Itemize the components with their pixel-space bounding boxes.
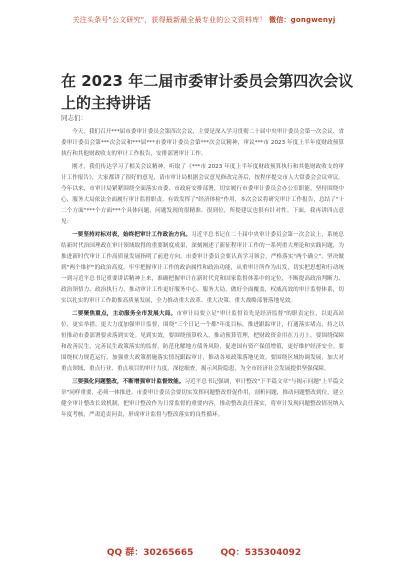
document-title: 在 2023 年二届市委审计委员会第四次会议上的主持讲话 bbox=[61, 72, 354, 112]
banner-text bbox=[0, 15, 408, 25]
paragraph-review: 刚才，我们传达学习了相关会议精神，听取了《***市 2023 年度上半年度财政预算执行和其他财政收支的审计工作报告》，大家都讲了很好的意见，请市审计局根据会议意见修改完善后，按程序提交市人大常委会会议审议。今年以来，市审计局紧紧围绕全面落实市委、市政府安排部署，切实履行市委审计委员会办公室职能，坚持围绕中心，服务大局依法全面履行审计监督职责，有效发挥了"经济体检"作用，本次会议将研究审计工作报告，总结了"十二个方面"***个方面***个具体问题，问题发现的很精准、很到位，所提建议也很有针对性。下面，我再讲四点意见： bbox=[61, 164, 344, 225]
top-banner bbox=[0, 0, 408, 40]
section-three-body: 习近平总书记强调，审计整改"下半篇文章"与揭示问题"上半篇文章"同样重要，必须一体推进。市委审计委员会要切实发挥问题整改督促作用，剖析问题，推动问题整改到位，建立健全审计整改长效机制，把审计整改作为日常监督的重要内容，推动整改责任落实，将审计发现问题整改情况纳入年度考核，严肃追责问责，形成审计监督与整改落实的良性循环。 bbox=[61, 379, 344, 418]
footer-qq-group: QQ 群：30265665 bbox=[106, 548, 194, 558]
footer-qq: QQ：535304092 bbox=[220, 548, 302, 558]
footer-contact bbox=[0, 545, 408, 558]
section-one-body: 习近平总书记在二十届中央审计委员会第一次会议上，系统总结新时代治国理政在审计领域取得的重要制度成果，深刻阐述了新征程审计工作的一系列重大理论和实践问题，为推进新时代审计工作高质量发展指明了前进方向、市委审计委员会要认真学习领会，严格落实"两个确立"、坚决做到"两个维护"的政治高度，牢牢把握审计工作的政治属性和政治功能，从重审计所作为出发，切实把思想和行动统一到习近平总书记重要讲话精神上来，准确把握审计在新时代党和国家监督体系中的定位，不断提高政治判断力、政治领悟力、政治执行力，推动审计工作更好服务中心、服务大局、做好全面覆盖，权威高效的审计监督体系，切实以扎实的审计工作助推高质量发展，全力推动重大改革、重大决策、重大战略部署落地见效。 bbox=[61, 232, 344, 304]
banner-promo-text: 关注头条号"公文研究"，获得最新最全最专业的公文资料库！ bbox=[72, 16, 267, 24]
banner-wechat: 微信：gongwenyj bbox=[269, 16, 336, 24]
document-body bbox=[61, 127, 344, 423]
section-two-heading: 二要聚焦重点，主动服务全市发展大局。 bbox=[72, 311, 177, 317]
section-three bbox=[61, 377, 344, 421]
section-one bbox=[61, 230, 344, 307]
paragraph-intro: 今天，我们召开***届市委审计委员会第四次会议，主要是深入学习贯彻二十届中央审计委员会第一次会议、省委审计委员会第***次会议和***届***市委审计委员会第***次会议精神，审议***市 2023 年度上半年度财政预算执行和其他财政收支的审计工作报告，安排部署审计工作。 bbox=[61, 129, 344, 157]
section-two bbox=[61, 309, 344, 375]
greeting: 同志们： bbox=[61, 114, 87, 122]
section-two-body: 市审计局要立足"审计监督首先是经济监督"的职责定位，以更高站位、更实举措、更大力度加强审计监督，围绕"三个日记一个都"年度目标，推进跟踪审计，打通落实堵点，持之以恒推动市委部署要求落到实处。见到实效，要围绕预算收入，推动预算管理，把财政资金用在刀刃上。要围绕保障和改善民生，完善民生政策落实的监督，防范化解地方债务风险，促进国有资产保值增值，更好维护经济安全。要围绕权力规范运行，加强重大政策措施落实情况跟踪审计，推动各项政策落地见效。要围绕区域协调发展，加大对重点领域、重点行业、重点项目的审计力度，深挖细查，揭示风险隐患，为全市经济社会发展提供坚强保障。 bbox=[61, 311, 344, 372]
section-three-heading: 三要强化问题整改，不断增强审计监督效能。 bbox=[72, 379, 185, 385]
section-one-heading: 一要坚持对标对表，始终把审计工作政治方向。 bbox=[72, 232, 192, 238]
